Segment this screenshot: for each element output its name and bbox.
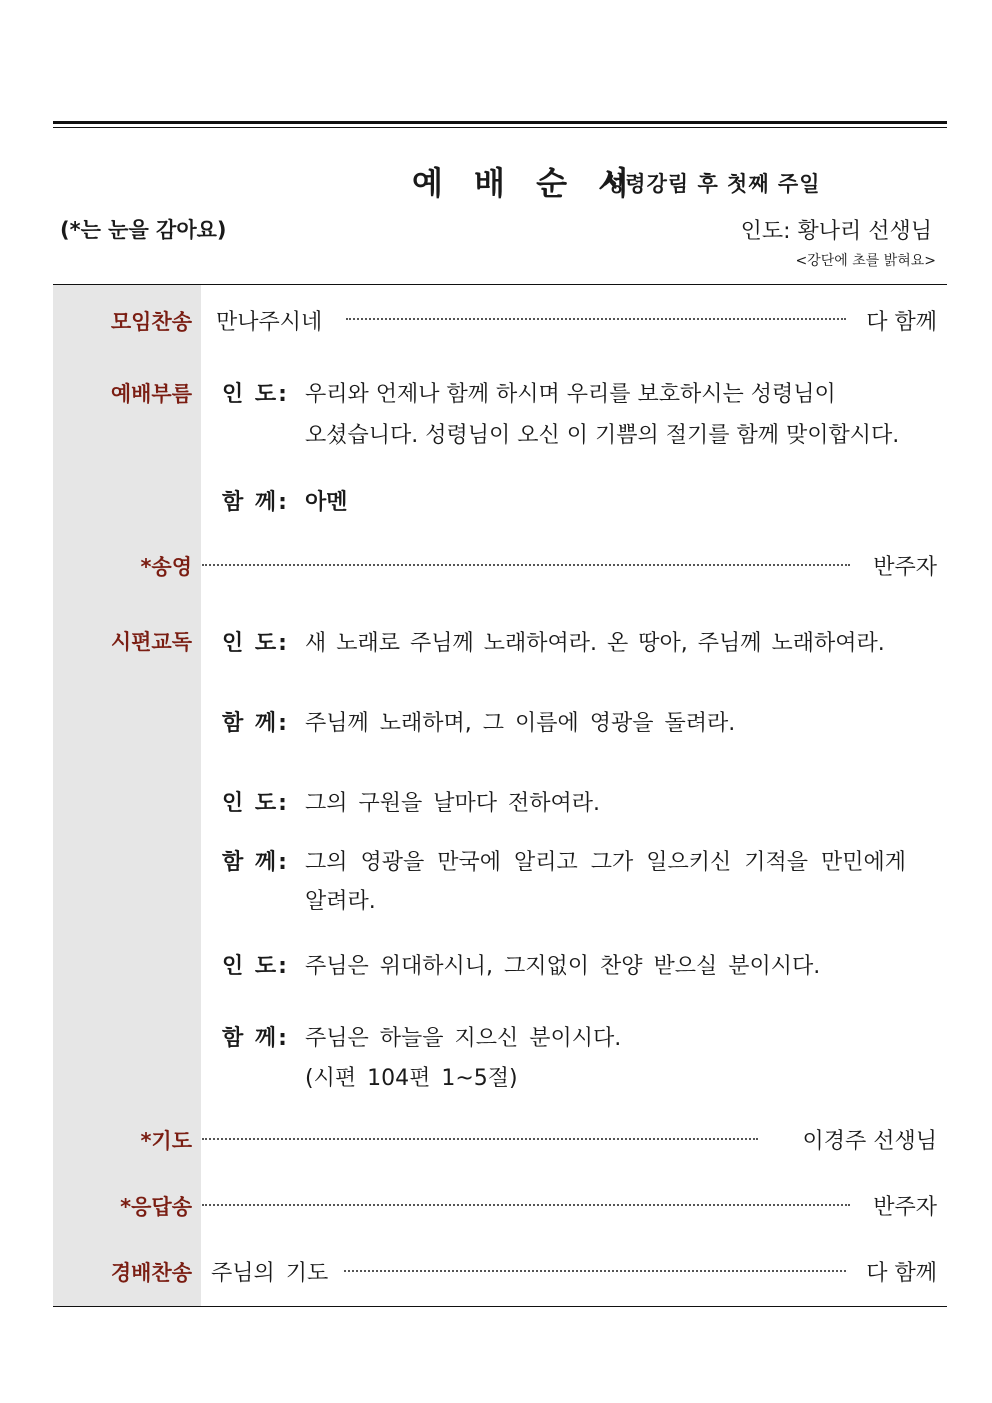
psalm-label: 시편교독: [110, 630, 192, 654]
call-all-text: 아멘: [305, 490, 348, 515]
doxology-label: *송영: [140, 555, 192, 579]
top-rule-thin: [53, 127, 947, 128]
psalm-all-tag: 함 께:: [222, 850, 289, 875]
response-leader-dots: [202, 1204, 850, 1206]
call-to-worship-label: 예배부름: [110, 382, 192, 406]
doxology-performer: 반주자: [873, 555, 937, 580]
closing-hymn-leader-dots: [344, 1270, 846, 1272]
gathering-hymn-title: 만나주시네: [216, 310, 323, 335]
psalm-leader-tag: 인 도:: [222, 791, 289, 816]
closing-hymn-performer: 다 함께: [866, 1261, 937, 1286]
bottom-rule: [53, 1306, 947, 1307]
psalm-line: 그의 구원을 날마다 전하여라.: [305, 791, 600, 816]
psalm-line: 새 노래로 주님께 노래하여라. 온 땅아, 주님께 노래하여라.: [305, 631, 885, 656]
page-subtitle: 성령강림 후 첫째 주일: [604, 172, 821, 196]
response-label: *응답송: [120, 1195, 192, 1219]
gathering-hymn-performer: 다 함께: [866, 310, 937, 335]
response-performer: 반주자: [873, 1195, 937, 1220]
call-leader-tag: 인 도:: [222, 382, 289, 407]
top-rule-thick: [53, 121, 947, 124]
psalm-line: 그의 영광을 만국에 알리고 그가 일으키신 기적을 만민에게: [305, 850, 907, 875]
psalm-reference: (시편 104편 1~5절): [305, 1066, 518, 1091]
gathering-hymn-leader-dots: [346, 318, 846, 320]
psalm-line: 주님은 위대하시니, 그지없이 찬양 받으실 분이시다.: [305, 954, 821, 979]
psalm-line: 알려라.: [305, 889, 376, 914]
psalm-all-tag: 함 께:: [222, 711, 289, 736]
closing-hymn-label: 경배찬송: [110, 1261, 192, 1285]
doxology-leader-dots: [202, 564, 850, 566]
call-leader-line-1: 우리와 언제나 함께 하시며 우리를 보호하시는 성령님이: [305, 382, 836, 407]
psalm-line: 주님께 노래하며, 그 이름에 영광을 돌려라.: [305, 711, 736, 736]
candle-note: <강단에 초를 밝혀요>: [795, 253, 936, 269]
call-all-tag: 함 께:: [222, 490, 289, 515]
prayer-label: *기도: [140, 1129, 192, 1153]
call-leader-line-2: 오셨습니다. 성령님이 오신 이 기쁨의 절기를 함께 맞이합시다.: [305, 423, 900, 448]
page-title: 예 배 순 서: [412, 164, 640, 202]
prayer-performer: 이경주 선생님: [802, 1129, 937, 1154]
eyes-closed-note: (*는 눈을 감아요): [60, 218, 227, 242]
psalm-leader-tag: 인 도:: [222, 954, 289, 979]
psalm-leader-tag: 인 도:: [222, 631, 289, 656]
closing-hymn-title: 주님의 기도: [211, 1261, 329, 1286]
psalm-line: 주님은 하늘을 지으신 분이시다.: [305, 1026, 622, 1051]
gathering-hymn-label: 모임찬송: [110, 310, 192, 334]
prayer-leader-dots: [202, 1138, 758, 1140]
leader-label: 인도: 황나리 선생님: [740, 219, 932, 244]
psalm-all-tag: 함 께:: [222, 1026, 289, 1051]
